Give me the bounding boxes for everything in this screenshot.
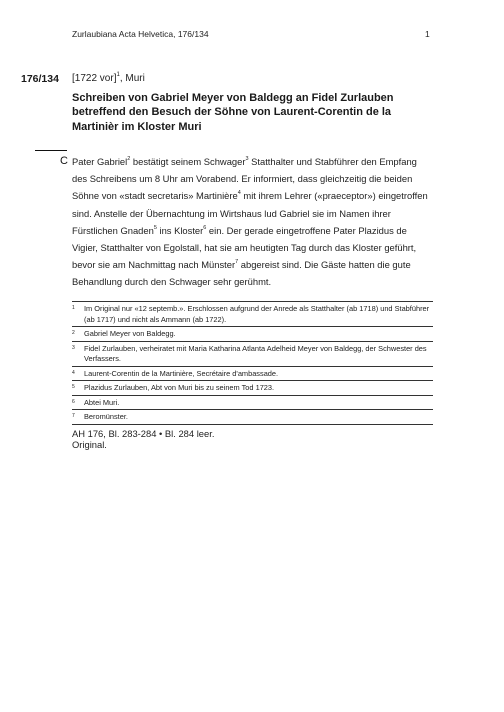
footnote-number: 5 (72, 384, 75, 390)
summary-paragraph (72, 153, 432, 291)
footnote-number: 6 (72, 398, 75, 405)
section-rule (35, 150, 67, 151)
footnote-text: Abtei Muri. (84, 397, 120, 407)
footnote-text: Im Original nur «12 septemb.». Erschlossen aufgrund der Anrede als Statthalter (ab 1718) und Stabführer (ab 1717) und nicht als Ammann (ab 1722). (84, 304, 430, 324)
body-text-segment: ins Kloster (156, 224, 204, 236)
footnote-number: 7 (72, 413, 75, 419)
running-header: Zurlaubiana Acta Helvetica, 176/134 (72, 29, 209, 39)
footnote-ref: 3 (245, 156, 249, 162)
document-number: 176/134 (21, 73, 59, 85)
document-date: [1722 vor] (72, 73, 117, 84)
footnote-ref: 4 (237, 190, 241, 197)
footnote-text: Gabriel Meyer von Baldegg. (84, 329, 176, 338)
body-text-segment: Pater Gabriel (72, 156, 128, 167)
body-text-segment: Statthalter und Stabführer den Empfang des Schreibens um 8 Uhr am Vorabend. Er informiert, dass gleichzeitig die beiden Söhne von «stadt secretaris» Martinière (72, 156, 417, 202)
body-text-segment: ein. Der gerade eingetroffene Pater Plazidus de Vigier, Statthalter von Egolstall, hat sie am heutigten Tag durch das Kloster geführt, bevor sie am Nachmittag nach Münster (72, 224, 417, 271)
body-text-segment: bestätigt seinem Schwager (130, 156, 246, 167)
footnote-number: 2 (72, 330, 75, 336)
original-note: Original. (72, 439, 107, 450)
footnote (72, 380, 433, 395)
footnote (72, 301, 433, 326)
page-number: 1 (425, 29, 430, 39)
footnote-text: Beromünster. (84, 412, 128, 421)
footnote-number: 4 (72, 369, 75, 376)
footnote-number: 3 (72, 344, 75, 351)
footnote (72, 395, 433, 410)
source-reference (72, 424, 433, 451)
footnote-ref: 1 (116, 72, 120, 78)
body-text-segment: mit ihrem Lehrer («praeceptor») eingetroffen sind. Anstelle der Übernachtung im Wirtshaus lud Gabriel sie im Namen ihrer Fürstlichen Gnaden (72, 190, 428, 236)
body-text-segment: abgereist sind. Die Gäste hatten die gute Behandlung durch den Schwager sehr gerühmt. (72, 259, 411, 288)
archive-reference: AH 176, Bl. 283-284 • Bl. 284 leer. (72, 427, 215, 439)
footnote-number: 1 (72, 305, 75, 311)
footnote-ref: 7 (235, 259, 239, 266)
footnote (72, 326, 433, 341)
document-place: , Muri (119, 73, 145, 84)
footnote-text: Laurent-Corentin de la Martinière, Secrétaire d'ambassade. (84, 368, 279, 378)
footnote-ref: 2 (127, 156, 131, 162)
document-date-place (72, 73, 145, 84)
footnote (72, 366, 433, 381)
title-line: betreffend den Besuch der Söhne von Laurent-Corentin de la (72, 106, 392, 119)
footnote-ref: 6 (203, 224, 207, 231)
footnote-text: Plazidus Zurlauben, Abt von Muri bis zu seinem Tod 1723. (84, 383, 275, 392)
title-line: Martinièr im Kloster Muri (72, 120, 202, 133)
footnote-text: Fidel Zurlauben, verheiratet mit Maria Katharina Atlanta Adelheid Meyer von Baldegg, der Schwester des Verfassers. (84, 343, 427, 363)
title-line: Schreiben von Gabriel Meyer von Baldegg an Fidel Zurlauben (72, 92, 394, 104)
footnote (72, 341, 433, 366)
section-letter: C (60, 155, 68, 167)
footnote (72, 409, 433, 424)
footnote-ref: 5 (153, 224, 157, 231)
footnotes (72, 301, 433, 451)
document-title (72, 91, 412, 134)
